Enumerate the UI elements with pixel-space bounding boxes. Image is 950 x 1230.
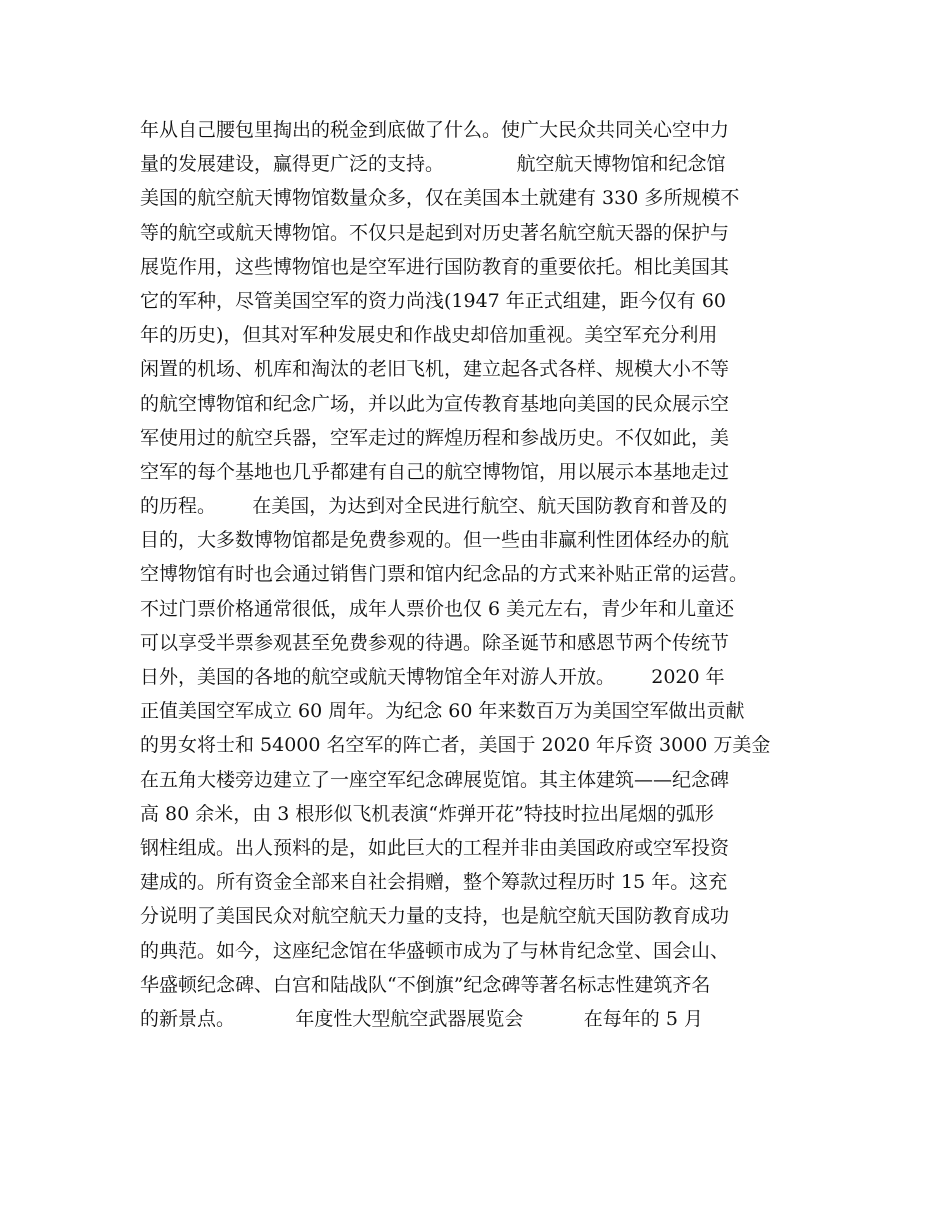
body-text bbox=[140, 113, 830, 1036]
text-line: 空博物馆有时也会通过销售门票和馆内纪念品的方式来补贴正常的运营。 bbox=[140, 563, 749, 586]
text-line: 的航空博物馆和纪念广场，并以此为宣传教育基地向美国的民众展示空 bbox=[140, 392, 730, 415]
text-line: 军使用过的航空兵器，空军走过的辉煌历程和参战历史。不仅如此，美 bbox=[140, 426, 730, 449]
text-line: 高 80 余米，由 3 根形似飞机表演“炸弹开花”特技时拉出尾烟的弧形 bbox=[140, 802, 714, 825]
text-line: 在五角大楼旁边建立了一座空军纪念碑展览馆。其主体建筑——纪念碑 bbox=[140, 768, 730, 791]
text-line: 分说明了美国民众对航空航天力量的支持，也是航空航天国防教育成功 bbox=[140, 905, 730, 928]
text-line: 可以享受半票参观甚至免费参观的待遇。除圣诞节和感恩节两个传统节 bbox=[140, 631, 730, 654]
text-line: 钢柱组成。出人预料的是，如此巨大的工程并非由美国政府或空军投资 bbox=[140, 836, 730, 859]
text-line: 正值美国空军成立 60 周年。为纪念 60 年来数百万为美国空军做出贡献 bbox=[140, 700, 745, 723]
text-line: 华盛顿纪念碑、白宫和陆战队“不倒旗”纪念碑等著名标志性建筑齐名 bbox=[140, 973, 711, 996]
text-line: 空军的每个基地也几乎都建有自己的航空博物馆，用以展示本基地走过 bbox=[140, 460, 730, 483]
text-line: 的新景点。 年度性大型航空武器展览会 在每年的 5 月 bbox=[140, 1007, 703, 1030]
text-line: 目的，大多数博物馆都是免费参观的。但一些由非赢利性团体经办的航 bbox=[140, 529, 730, 552]
text-line: 的历程。 在美国，为达到对全民进行航空、航天国防教育和普及的 bbox=[140, 495, 728, 518]
text-line: 年从自己腰包里掏出的税金到底做了什么。使广大民众共同关心空中力 bbox=[140, 119, 730, 141]
text-line: 美国的航空航天博物馆数量众多，仅在美国本土就建有 330 多所规模不 bbox=[140, 187, 740, 210]
text-line: 展览作用，这些博物馆也是空军进行国防教育的重要依托。相比美国其 bbox=[140, 255, 730, 278]
text-line: 的男女将士和 54000 名空军的阵亡者，美国于 2020 年斥资 3000 万美金 bbox=[140, 734, 771, 757]
text-line: 量的发展建设，赢得更广泛的支持。 航空航天博物馆和纪念馆 bbox=[140, 153, 726, 176]
text-line: 建成的。所有资金全部来自社会捐赠，整个筹款过程历时 15 年。这充 bbox=[140, 871, 728, 894]
text-line: 等的航空或航天博物馆。不仅只是起到对历史著名航空航天器的保护与 bbox=[140, 221, 730, 244]
text-line: 日外，美国的各地的航空或航天博物馆全年对游人开放。 2020 年 bbox=[140, 666, 725, 688]
text-line: 不过门票价格通常很低，成年人票价也仅 6 美元左右，青少年和儿童还 bbox=[140, 597, 735, 620]
text-line: 的典范。如今，这座纪念馆在华盛顿市成为了与林肯纪念堂、国会山、 bbox=[140, 939, 730, 962]
text-line: 年的历史)，但其对军种发展史和作战史却倍加重视。美空军充分利用 bbox=[140, 324, 718, 347]
text-line: 闲置的机场、机库和淘汰的老旧飞机，建立起各式各样、规模大小不等 bbox=[140, 358, 730, 381]
text-line: 它的军种，尽管美国空军的资力尚浅(1947 年正式组建，距今仅有 60 bbox=[140, 289, 727, 312]
